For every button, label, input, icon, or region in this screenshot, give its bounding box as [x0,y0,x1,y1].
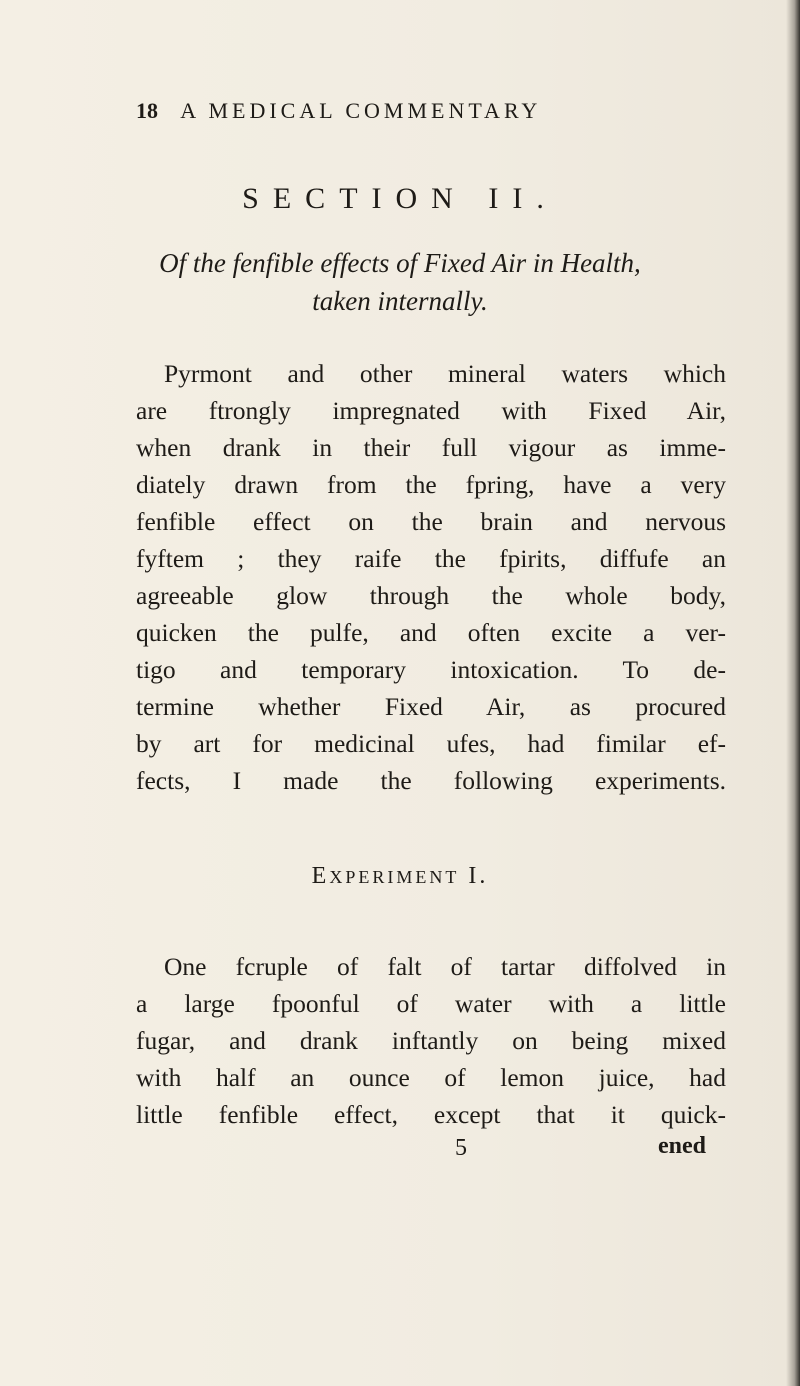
text-line: fenfible effect on the brain and nervous [136,507,726,536]
text-line: tigo and temporary intoxication. To de- [136,655,726,684]
text-line: termine whether Fixed Air, as procured [136,692,726,721]
text-line: One fcruple of falt of tartar diffolved in [164,952,726,981]
section-subtitle-line-1: Of the fenfible effects of Fixed Air in Health, [159,248,641,278]
catchword: ened [658,1133,706,1159]
experiment-heading-initial: E [311,863,330,889]
running-title: A MEDICAL COMMENTARY [180,98,542,123]
text-line: with half an ounce of lemon juice, had [136,1063,726,1092]
page-number: 18 [136,98,158,123]
text-line: fects, I made the following experiments. [136,766,726,795]
text-line: little fenfible effect, except that it quick- [136,1100,726,1129]
text-line: by art for medicinal ufes, had fimilar ef- [136,729,726,758]
text-line: diately drawn from the fpring, have a very [136,470,726,499]
signature-mark: 5 [455,1135,467,1161]
text-line: agreeable glow through the whole body, [136,581,726,610]
text-line: quicken the pulfe, and often excite a ver- [136,618,726,647]
page-edge-shadow [786,0,800,1386]
text-line: fugar, and drank inftantly on being mixed [136,1026,726,1055]
experiment-heading [0,863,800,890]
text-line: when drank in their full vigour as imme- [136,433,726,462]
text-line: fyftem ; they raife the fpirits, diffufe an [136,544,726,573]
text-line: a large fpoonful of water with a little [136,989,726,1018]
text-line: are ftrongly impregnated with Fixed Air, [136,396,726,425]
running-header [136,98,656,124]
section-title: SECTION II. [242,182,558,215]
section-subtitle-line-2: taken internally. [312,286,488,316]
text-line: Pyrmont and other mineral waters which [164,359,726,388]
experiment-heading-numeral: I. [468,863,489,889]
experiment-heading-word: XPERIMENT [329,867,460,887]
